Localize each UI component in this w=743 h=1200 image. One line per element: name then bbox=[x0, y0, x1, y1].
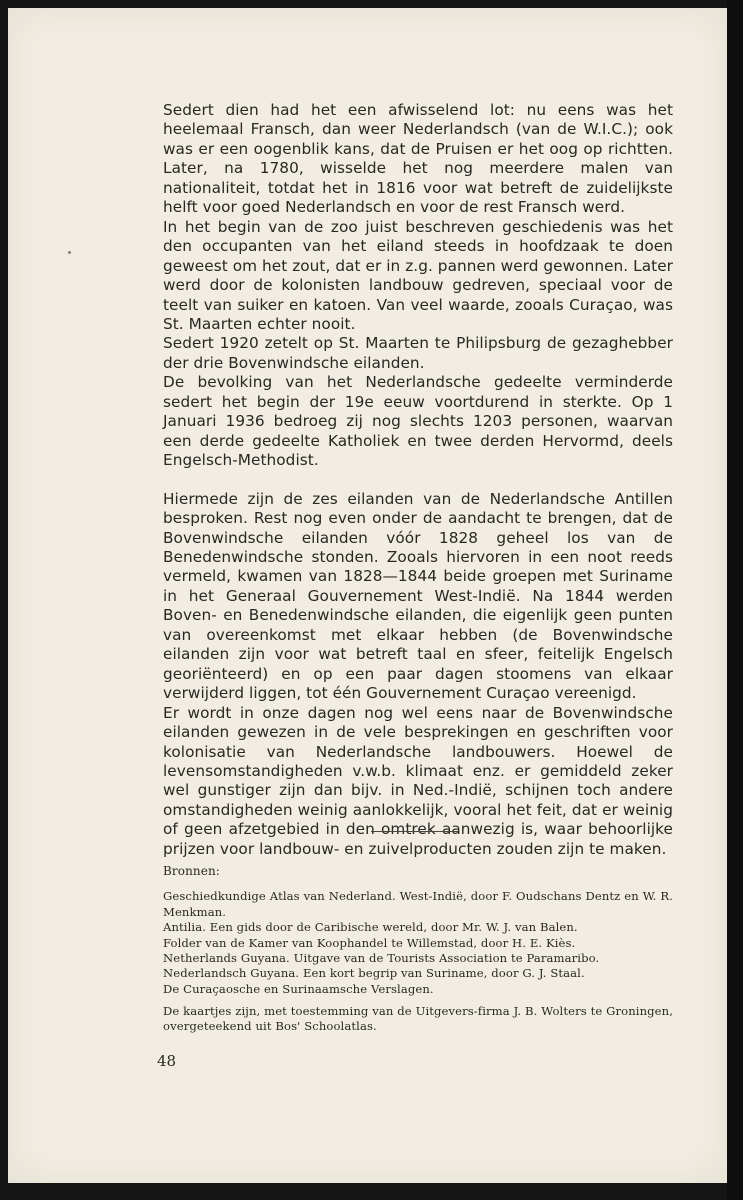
sources-list bbox=[163, 864, 673, 997]
source-item: Folder van de Kamer van Koophandel te Willemstad, door H. E. Kiès. bbox=[163, 935, 576, 950]
credits-text: De kaartjes zijn, met toestemming van de Uitgevers-firma J. B. Wolters te Groningen, overgeteekend uit Bos' Schoolatlas. bbox=[163, 1004, 673, 1034]
sources-heading: Bronnen: bbox=[163, 864, 220, 878]
source-item: Antilia. Een gids door de Caribische wereld, door Mr. W. J. van Balen. bbox=[163, 920, 578, 935]
source-item: Nederlandsch Guyana. Een kort begrip van Suriname, door G. J. Staal. bbox=[163, 966, 585, 981]
paper-speck bbox=[68, 251, 71, 254]
map-credits bbox=[163, 1004, 673, 1035]
paragraph-3: Sedert 1920 zetelt op St. Maarten te Philipsburg de gezaghebber der drie Bovenwindsche eilanden. bbox=[163, 334, 673, 372]
scan-edge bbox=[727, 0, 743, 1200]
source-item: De Curaçaosche en Surinaamsche Verslagen. bbox=[163, 981, 434, 996]
paragraph-1: Sedert dien had het een afwisselend lot: nu eens was het heelemaal Fransch, dan weer Nederlandsch (van de W.I.C.); ook was er een oogenblik kans, dat de Pruisen er het oog op richtten. Later, na 1780, wisselde het nog meerdere malen van nationaliteit, totdat het in 1816 voor wat betreft de zuidelijkste helft voor goed Nederlandsch en voor de rest Fransch werd. bbox=[163, 101, 673, 217]
source-item: Geschiedkundige Atlas van Nederland. West-Indië, door F. Oudschans Dentz en W. R. Menkman. bbox=[163, 889, 673, 919]
paragraph-6: Er wordt in onze dagen nog wel eens naar de Bovenwindsche eilanden gewezen in de vele besprekingen en geschriften voor kolonisatie van Nederlandsche landbouwers. Hoewel de levensomstandigheden v.w.b. klimaat enz. er gemiddeld zeker wel gunstiger zijn dan bijv. in Ned.-Indië, schijnen toch andere omstandigheden weinig aanlokkelijk, vooral het feit, dat er weinig of geen afzetgebied in den omtrek aanwezig is, waar behoorlijke prijzen voor landbouw- en zuivelproducten zouden zijn te maken. bbox=[163, 703, 673, 858]
source-item: Netherlands Guyana. Uitgave van de Tourists Association te Paramaribo. bbox=[163, 951, 600, 966]
paragraph-4: De bevolking van het Nederlandsche gedeelte verminderde sedert het begin der 19e eeuw voortdurend in sterkte. Op 1 Januari 1936 bedroeg zij nog slechts 1203 personen, waarvan een derde gedeelte Katholiek en twee derden Hervormd, deels Engelsch-Methodist. bbox=[163, 373, 673, 470]
page-number: 48 bbox=[157, 1052, 177, 1070]
section-divider bbox=[371, 831, 458, 832]
body-text bbox=[163, 101, 673, 859]
paragraph-5: Hiermede zijn de zes eilanden van de Nederlandsche Antillen besproken. Rest nog even onder de aandacht te brengen, dat de Bovenwindsche eilanden vóór 1828 geheel los van de Benedenwindsche stonden. Zooals hiervoren in een noot reeds vermeld, kwamen van 1828—1844 beide groepen met Suriname in het Generaal Gouvernement West-Indië. Na 1844 werden Boven- en Benedenwindsche eilanden, die eigenlijk geen punten van overeenkomst met elkaar hebben (de Bovenwindsche eilanden zijn voor wat betreft taal en sfeer, feitelijk Engelsch georiënteerd) en op een paar dagen stoomens van elkaar verwijderd liggen, tot één Gouvernement Curaçao vereenigd. bbox=[163, 489, 673, 703]
paragraph-2: In het begin van de zoo juist beschreven geschiedenis was het den occupanten van het eiland steeds in hoofdzaak te doen geweest om het zout, dat er in z.g. pannen werd gewonnen. Later werd door de kolonisten landbouw gedreven, speciaal voor de teelt van suiker en katoen. Van veel waarde, zooals Curaçao, was St. Maarten echter nooit. bbox=[163, 217, 673, 333]
